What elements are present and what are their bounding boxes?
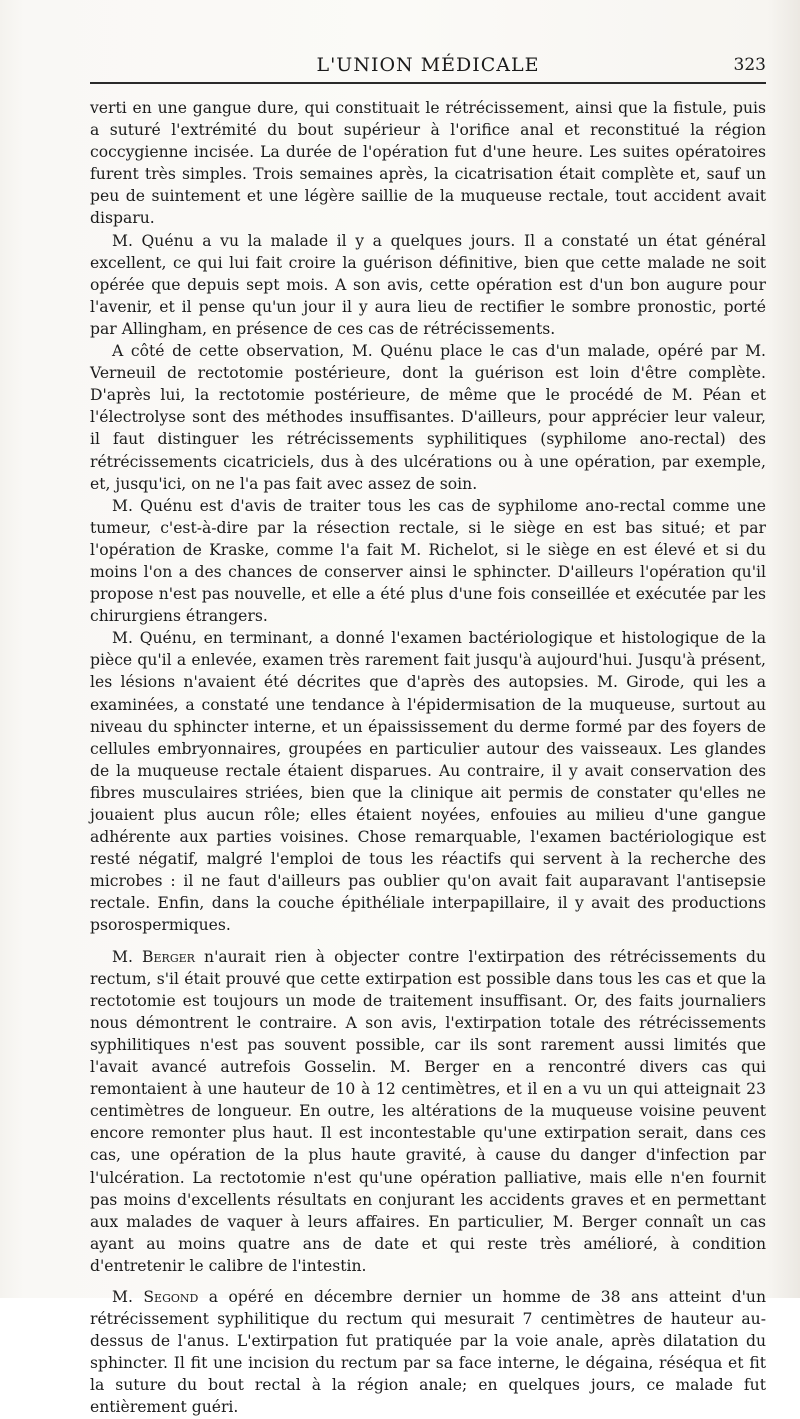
paragraph: M. Quénu, en terminant, a donné l'examen bactériologique et histologique de la pièce qu'il a enlevée, examen très rarement fait jusqu'à aujourd'hui. Jusqu'à présent, les lésions n'avaient été décrites que d'après des autopsies. M. Girode, qui les a examinées, a constaté une tendance à l'épidermisation de la muqueuse, surtout au niveau du sphincter interne, et un épaississement du derme formé par des foyers de cellules embryonnaires, groupées en particulier autour des vaisseaux. Les glandes de la muqueuse rectale étaient disparues. Au contraire, il y avait conservation des fibres musculaires striées, bien que la clinique ait permis de constater qu'elles ne jouaient plus aucun rôle; elles étaient noyées, enfouies au milieu d'une gangue adhérente aux parties voisines. Chose remarquable, l'examen bactériologique est resté négatif, malgré l'emploi de tous les réactifs qui servent à la recherche des microbes : il ne faut d'ailleurs pas oublier qu'on avait fait auparavant l'antisepsie rectale. Enfin, dans la couche épithéliale interpapillaire, il y avait des productions psorospermiques. bbox=[90, 629, 766, 935]
header-rule bbox=[90, 82, 766, 84]
paragraph: M. Quénu a vu la malade il y a quelques jours. Il a constaté un état général excellent, ce qui lui fait croire la guérison définitive, bien que cette malade ne soit opérée que depuis sept mois. A son avis, cette opération est d'un bon augure pour l'avenir, et il pense qu'un jour il y aura lieu de rectifier le sombre pronostic, porté par Allingham, en présence de ces cas de rétrécissements. bbox=[90, 231, 766, 338]
journal-title: L'UNION MÉDICALE bbox=[316, 54, 540, 76]
paragraph-text: a opéré en décembre dernier un homme de 38 ans atteint d'un rétrécissement syphilitique du rectum qui mesurait 7 centimètres de hauteur au-dessus de l'anus. L'extirpation fut pratiquée par la voie anale, après dilatation du sphincter. Il fit une incision du rectum par sa face interne, le dégaina, réséqua et fit la suture du bout rectal à la région anale; en quelques jours, ce malade fut entièrement guéri. bbox=[90, 1287, 766, 1417]
paragraph: M. Quénu est d'avis de traiter tous les cas de syphilome ano-rectal comme une tumeur, c'est-à-dire par la résection rectale, si le siège en est bas situé; et par l'opération de Kraske, comme l'a fait M. Richelot, si le siège en est élevé et si du moins l'on a des chances de conserver ainsi le sphincter. D'ailleurs l'opération qu'il propose n'est pas nouvelle, et elle a été plus d'une fois conseillée et exécutée par les chirurgiens étrangers. bbox=[90, 496, 766, 626]
speaker-name: Berger bbox=[142, 947, 195, 966]
paragraph: A côté de cette observation, M. Quénu place le cas d'un malade, opéré par M. Verneuil de rectotomie postérieure, dont la guérison est loin d'être complète. D'après lui, la rectotomie postérieure, de même que le procédé de M. Péan et l'électrolyse sont des méthodes insuffisantes. D'ailleurs, pour apprécier leur valeur, il faut distinguer les rétrécissements syphilitiques (syphilome ano-rectal) des rétrécissements cicatriciels, dus à des ulcérations ou à une opération, par exemple, et, jusqu'ici, on ne l'a pas fait avec assez de soin. bbox=[90, 342, 766, 493]
speaker-name: Segond bbox=[143, 1287, 199, 1306]
paragraph-text: n'aurait rien à objecter contre l'extirpation des rétrécissements du rectum, s'il était prouvé que cette extirpation est possible dans tous les cas et que la rectotomie est toujours un mode de traitement insuffisant. Or, des faits journaliers nous démontrent le contraire. A son avis, l'extirpation totale des rétrécissements syphilitiques n'est pas souvent possible, car ils sont rarement aussi limités que l'avait avancé autrefois Gosselin. M. Berger en a rencontré divers cas qui remontaient à une hauteur de 10 à 12 centimètres, et il en a vu un qui atteignait 23 centimètres de longueur. En outre, les altérations de la muqueuse voisine peuvent encore remonter plus haut. Il est incontestable qu'une extirpation serait, dans ces cas, une opération de la plus haute gravité, à cause du danger d'infection par l'ulcération. La rectotomie n'est qu'une opération palliative, mais elle n'en fournit pas moins d'excellents résultats en conjurant les accidents graves et en permettant aux malades de vaquer à leurs affaires. En particulier, M. Berger connaît un cas ayant au moins quatre ans de date et qui reste très amélioré, à condition d'entretenir le calibre de l'intestin. bbox=[90, 947, 766, 1275]
speaker-prefix: M. bbox=[112, 947, 143, 966]
speaker-prefix: M. bbox=[112, 1287, 144, 1306]
paragraph: verti en une gangue dure, qui constituait le rétrécissement, ainsi que la fistule, puis a suturé l'extrémité du bout supérieur à l'orifice anal et reconstitué la région coccygienne incisée. La durée de l'opération fut d'une heure. Les suites opératoires furent très simples. Trois semaines après, la cicatrisation était complète et, sauf un peu de suintement et une légère saillie de la muqueuse rectale, tout accident avait disparu. bbox=[90, 99, 766, 228]
article-body bbox=[90, 97, 766, 1419]
page-number: 323 bbox=[733, 55, 766, 75]
paragraph bbox=[90, 946, 766, 1277]
paragraph bbox=[90, 1286, 766, 1419]
running-header bbox=[90, 54, 766, 80]
